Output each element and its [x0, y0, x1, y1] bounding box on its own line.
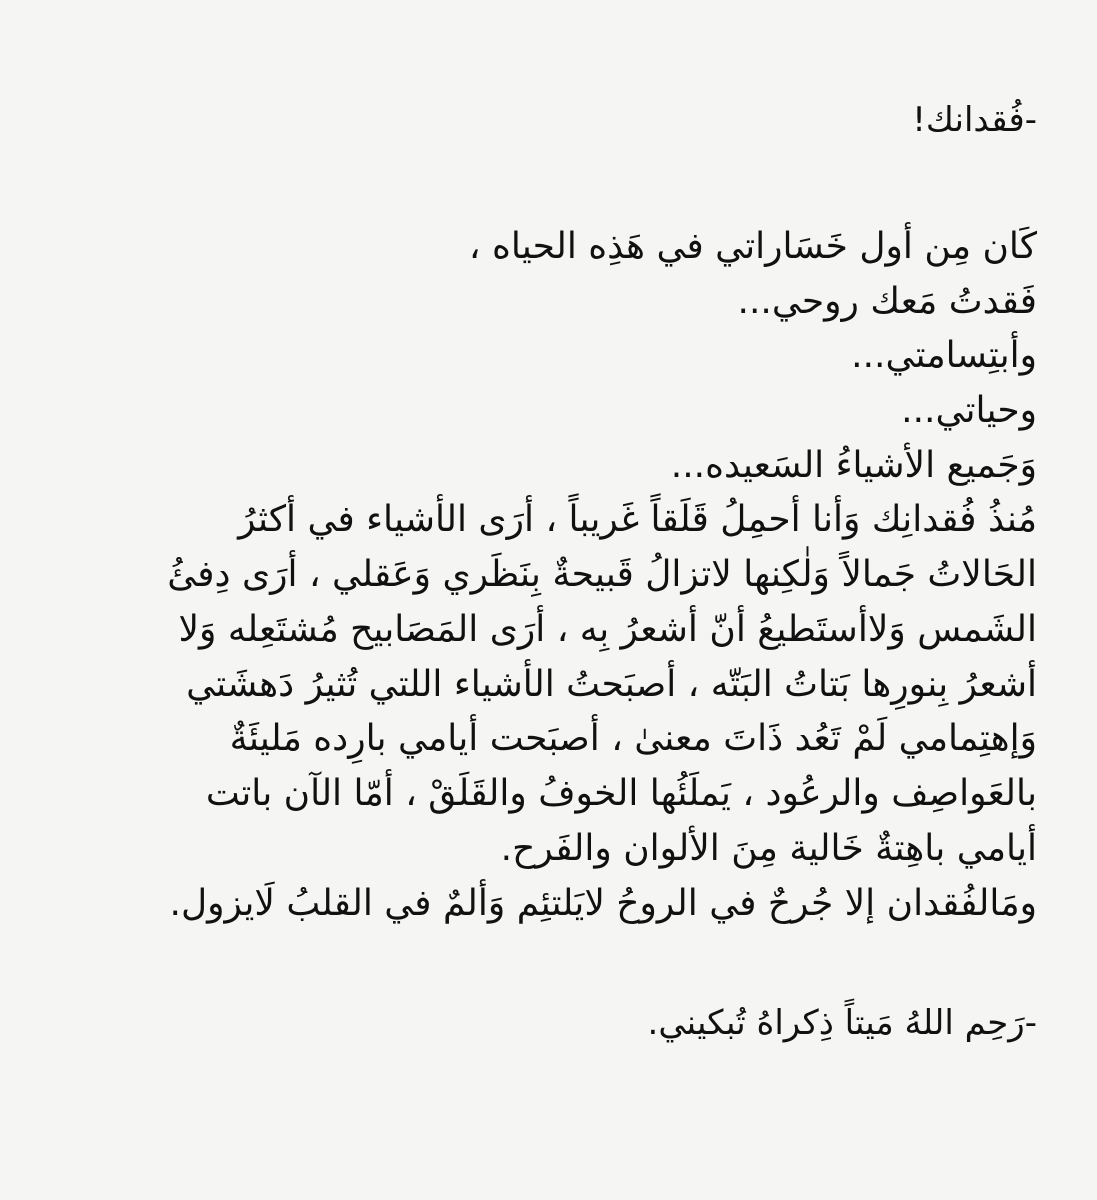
document-title: -فُقدانك!: [912, 100, 1037, 140]
text-line: أيامي باهِتةٌ خَالية مِنَ الألوان والفَرح.: [500, 827, 1037, 869]
document-body: [40, 220, 1037, 931]
text-line: فَقدتُ مَعك روحي...: [737, 280, 1037, 322]
text-line: وحياتي...: [901, 390, 1037, 432]
text-line: وَجَميع الأشياءُ السَعيده...: [670, 444, 1037, 486]
text-line: الشَمس وَلاأستَطيعُ أنّ أشعرُ بِه ، أرَى المَصَابيح مُشتَعِله وَلا: [178, 608, 1037, 650]
closing-line: -رَحِم اللهُ مَيتاً ذِكراهُ تُبكيني.: [647, 1003, 1037, 1044]
text-line: مُنذُ فُقدانِك وَأنا أحمِلُ قَلَقاً غَريباً ، أرَى الأشياء في أكثرُ: [238, 499, 1037, 541]
text-line: وأبتِسامتي...: [851, 335, 1037, 377]
text-line: ومَالفُقدان إلا جُرحٌ في الروحُ لايَلتئِم وَألمٌ في القلبُ لَايزول.: [169, 882, 1037, 924]
text-line: الحَالاتُ جَمالاً وَلٰكِنها لاتزالُ قَبيحةٌ بِنَظَري وَعَقلي ، أرَى دِفئُ: [167, 554, 1037, 596]
text-line: وَإهتِمامي لَمْ تَعُد ذَاتَ معنىٰ ، أصبَحت أيامي بارِده مَليئَةٌ: [229, 718, 1037, 760]
text-line: كَان مِن أول خَسَاراتي في هَذِه الحياه ،: [468, 225, 1037, 267]
text-line: بالعَواصِف والرعُود ، يَملَئُها الخوفُ والقَلَقْ ، أمّا الآن باتت: [205, 773, 1037, 815]
text-line: أشعرُ بِنورِها بَتاتُ البَتّه ، أصبَحتُ الأشياء اللتي تُثيرُ دَهشَتي: [186, 663, 1037, 705]
